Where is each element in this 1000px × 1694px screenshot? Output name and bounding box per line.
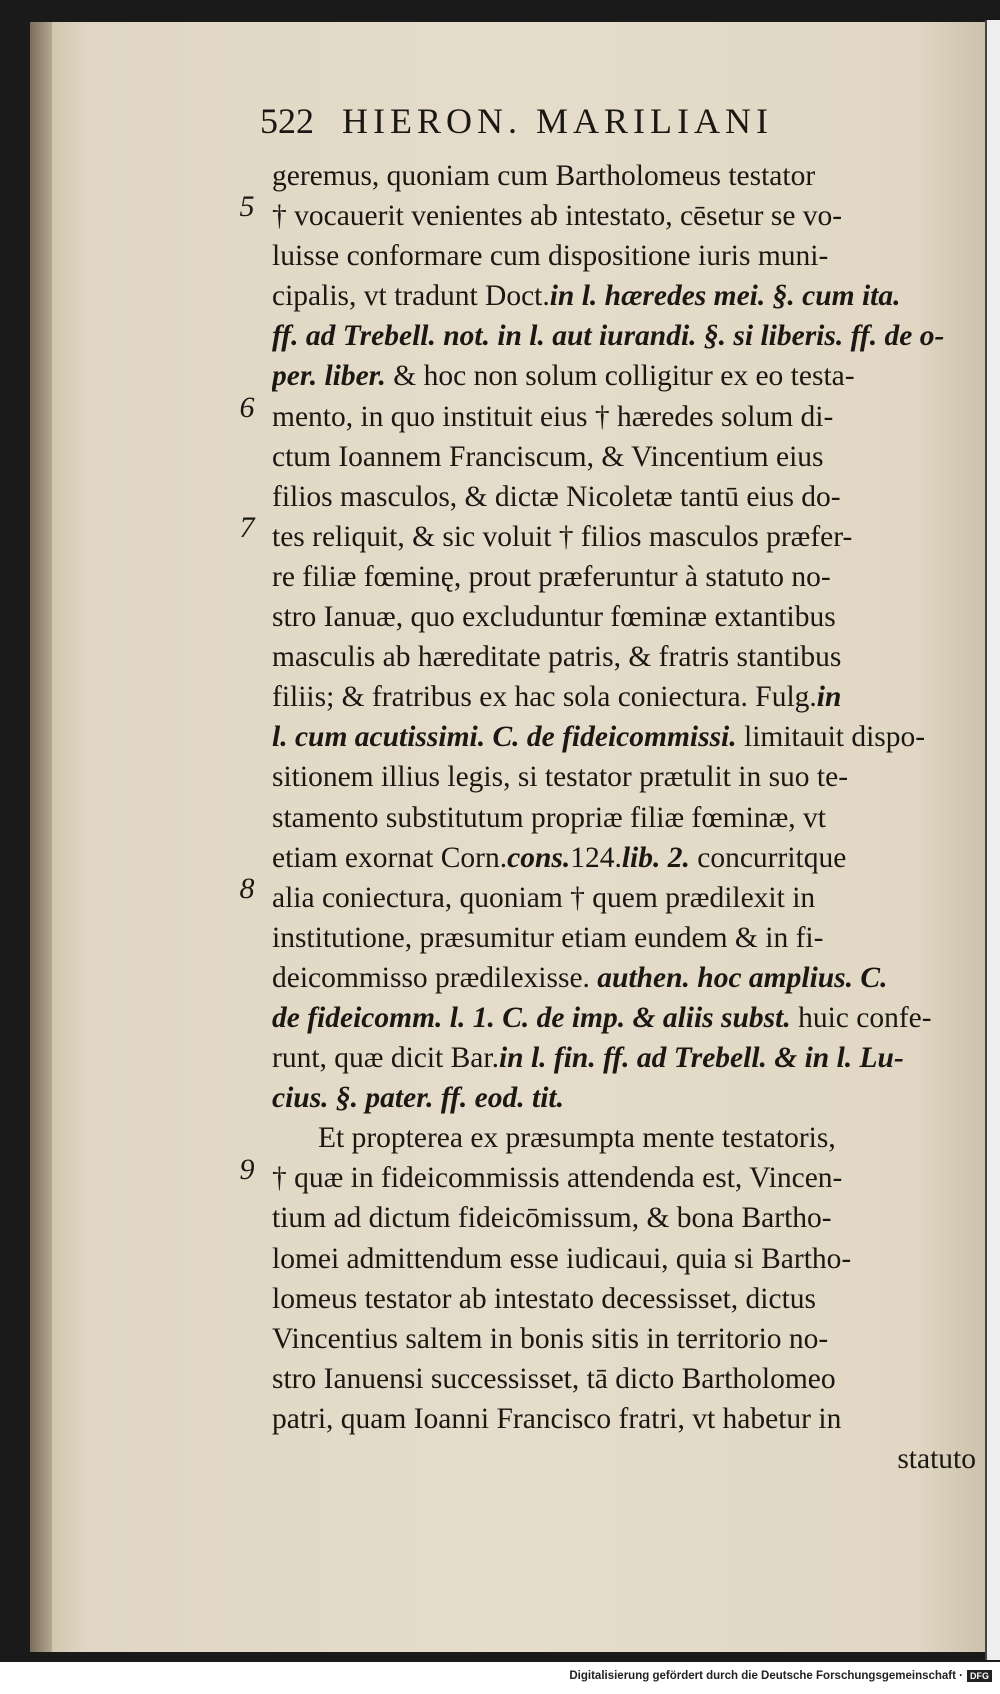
text-line [272,397,982,437]
page-edge-right [985,20,1000,1660]
line-text: stro Ianuensi successisset, tā dicto Bartholomeo [272,1362,836,1395]
citation-text: de fideicomm. l. 1. C. de imp. & aliis subst. [272,1001,791,1034]
line-text: lomeus testator ab intestato decessisset, dictus [272,1282,816,1315]
line-text: alia coniectura, quoniam † quem prædilexit in [272,881,816,914]
text-line [272,437,982,477]
citation-text: per. liber. [272,360,386,393]
text-line [272,156,982,196]
line-text: lomei admittendum esse iudicaui, quia si Bartho- [272,1242,852,1275]
text-line [272,557,982,597]
line-text: deicommisso prædilexisse. [272,961,590,994]
line-text: 124. [570,841,622,874]
text-line [272,838,982,878]
line-text: runt, quæ dicit Bar. [272,1042,499,1075]
line-text: Vincentius saltem in bonis sitis in territorio no- [272,1322,829,1355]
citation-text: cons. [507,841,571,874]
text-line [272,477,982,517]
dfg-logo: DFG [967,1670,992,1682]
line-text: statuto [897,1443,976,1475]
citation-text: lib. 2. [621,841,690,874]
citation-text: l. cum acutissimi. C. de fideicommissi. [272,721,737,754]
body-text [272,156,982,1479]
margin-number: 7 [239,511,255,544]
text-line [272,517,982,557]
text-line [272,597,982,637]
citation-text: in l. hæredes mei. §. cum ita. [549,280,901,313]
line-text: & hoc non solum colligitur ex eo testa- [385,360,855,393]
text-line [272,1078,982,1118]
text-line [272,1319,982,1359]
line-text: re filiæ fœminę, prout præferuntur à statuto no- [272,560,831,593]
text-line [272,1158,982,1198]
line-text: limitauit dispo- [736,721,926,754]
citation-text: in [816,681,842,714]
margin-number: 6 [239,391,255,424]
text-line [272,276,982,316]
digitization-credit [0,1670,992,1682]
line-text: ctum Ioannem Franciscum, & Vincentium eius [272,440,824,473]
text-line [272,717,982,757]
line-text: filiis; & fratribus ex hac sola coniectura. Fulg. [272,681,817,714]
line-text: patri, quam Ioanni Francisco fratri, vt habetur in [272,1402,842,1435]
line-text: geremus, quoniam cum Bartholomeus testator [272,160,816,192]
text-line [272,1198,982,1238]
line-text: tium ad dictum fideicōmissum, & bona Bartho- [272,1202,832,1235]
citation-text: cius. §. pater. ff. eod. tit. [272,1082,564,1115]
text-line [272,1439,982,1479]
running-title: HIERON. MARILIANI [342,101,773,141]
citation-text: in l. fin. ff. ad Trebell. & in l. Lu- [498,1042,904,1075]
text-line [272,757,982,797]
line-text: concurritque [689,841,847,874]
margin-number: 5 [239,190,255,223]
line-text: † quæ in fideicommissis attendenda est, Vincen- [272,1162,843,1195]
line-text: stro Ianuæ, quo excluduntur fœminæ extantibus [272,601,836,634]
line-text: tes reliquit, & sic voluit † filios masculos præfer- [272,520,853,553]
text-line [272,1038,982,1078]
text-line [272,798,982,838]
line-text: mento, in quo instituit eius † hæredes solum di- [272,400,834,433]
text-line [272,637,982,677]
text-line [272,196,982,236]
line-text: luisse conformare cum dispositione iuris muni- [272,240,829,273]
line-text: filios masculos, & dictæ Nicoletæ tantū eius do- [272,480,841,513]
credit-text: Digitalisierung gefördert durch die Deutsche Forschungsgemeinschaft · [569,1670,963,1683]
text-line [272,1279,982,1319]
margin-number: 9 [239,1153,255,1186]
text-line [272,236,982,276]
text-line [272,1359,982,1399]
text-line [272,998,982,1038]
line-text: institutione, præsumitur etiam eundem & in fi- [272,921,824,954]
text-line [272,918,982,958]
text-line [272,1118,982,1158]
line-text: etiam exornat Corn. [272,841,508,874]
text-line [272,677,982,717]
text-line [272,316,982,356]
page-number: 522 [260,101,314,141]
margin-number: 8 [239,872,255,905]
text-line [272,1239,982,1279]
page-gutter-shadow [30,22,52,1652]
citation-text: authen. hoc amplius. C. [589,961,888,994]
text-line [272,958,982,998]
line-text: masculis ab hæreditate patris, & fratris stantibus [272,641,842,674]
running-header [260,100,940,150]
text-line [272,878,982,918]
line-text: huic confe- [790,1001,932,1034]
line-text: sitionem illius legis, si testator prætulit in suo te- [272,761,849,794]
citation-text: ff. ad Trebell. not. in l. aut iurandi. §. si liberis. ff. de o- [272,320,945,353]
text-line [272,356,982,396]
line-text: † vocauerit venientes ab intestato, cēsetur se vo- [272,200,843,233]
line-text: cipalis, vt tradunt Doct. [272,280,550,313]
line-text: stamento substitutum propriæ filiæ fœminæ, vt [272,801,826,834]
text-line [272,1399,982,1439]
line-text: Et propterea ex præsumpta mente testatoris, [318,1122,836,1155]
